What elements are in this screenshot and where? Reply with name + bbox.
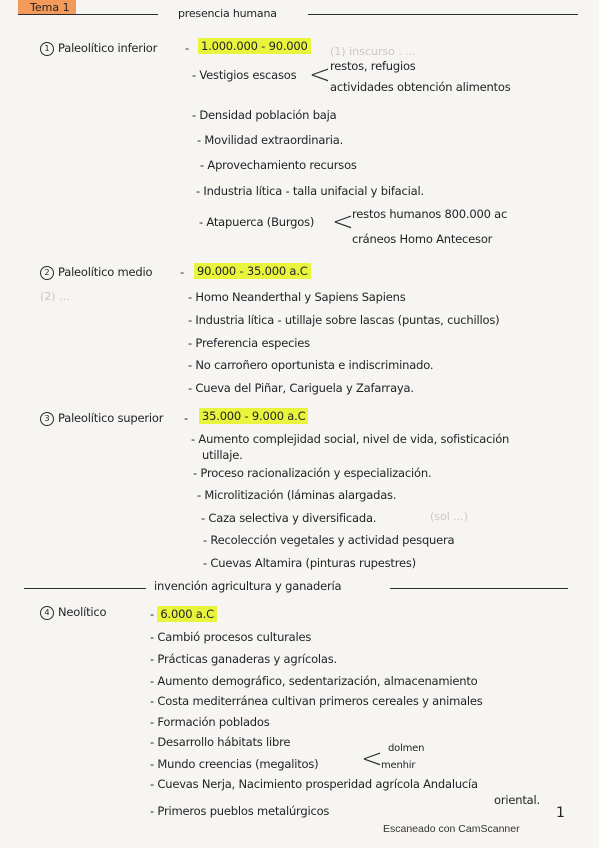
list-item: utillaje. xyxy=(202,448,243,462)
list-item: - No carroñero oportunista e indiscriminado. xyxy=(188,358,434,372)
page-number: 1 xyxy=(556,805,565,821)
brace-text: menhir xyxy=(381,760,416,771)
bleed-through-text: (sol ...) xyxy=(430,510,469,523)
list-item: - Cambió procesos culturales xyxy=(150,630,312,644)
list-item: - Proceso racionalización y especialización. xyxy=(193,466,432,480)
topic-tab xyxy=(18,0,76,15)
brace-text: dolmen xyxy=(388,743,425,754)
brace-text: restos, refugios xyxy=(330,59,416,73)
section-number-4: 4 xyxy=(40,606,54,620)
list-item: - Homo Neanderthal y Sapiens Sapiens xyxy=(188,290,406,304)
list-item: oriental. xyxy=(494,793,540,807)
bleed-through-text: (1) inscurso . ... xyxy=(330,45,416,58)
section-heading: Paleolítico superior xyxy=(58,411,164,425)
section-date: 1.000.000 - 90.000 xyxy=(198,41,311,53)
list-item: - Mundo creencias (megalitos) xyxy=(150,757,319,771)
list-item: - Cuevas Altamira (pinturas rupestres) xyxy=(203,556,416,570)
header-rule xyxy=(76,14,158,15)
dash: - xyxy=(180,265,184,279)
brace-text: actividades obtención alimentos xyxy=(330,80,511,94)
dash: - xyxy=(184,411,188,425)
list-item: - Aumento demográfico, sedentarización, almacenamiento xyxy=(150,674,478,688)
header-rule xyxy=(308,14,578,15)
list-item: - Cueva del Piñar, Cariguela y Zafarraya. xyxy=(188,381,414,395)
list-item: - Aumento complejidad social, nivel de vida, sofisticación xyxy=(191,432,510,446)
list-item: - Microlitización (láminas alargadas. xyxy=(197,488,397,502)
section-number-2: 2 xyxy=(40,266,54,280)
header-title: presencia humana xyxy=(178,7,277,20)
brace: < xyxy=(361,744,383,774)
section-heading: Paleolítico inferior xyxy=(58,41,158,55)
list-item: - Formación poblados xyxy=(150,715,270,729)
brace-text: cráneos Homo Antecesor xyxy=(352,232,493,246)
bleed-through-text: (2) ... xyxy=(40,290,70,303)
list-item: - Prácticas ganaderas y agrícolas. xyxy=(150,652,338,666)
section-date: 90.000 - 35.000 a.C xyxy=(194,266,311,278)
section-heading: Neolítico xyxy=(58,605,107,619)
list-item: - Industria lítica - talla unifacial y bifacial. xyxy=(196,184,424,198)
section-number-3: 3 xyxy=(40,412,54,426)
list-item: - Cuevas Nerja, Nacimiento prosperidad agrícola Andalucía xyxy=(150,777,478,791)
section-date: - 6.000 a.C xyxy=(150,609,217,621)
brace: < xyxy=(309,60,331,90)
list-item: - Industria lítica - utillaje sobre lascas (puntas, cuchillos) xyxy=(188,313,500,327)
brace: < xyxy=(332,207,354,237)
topic-tab-label: Tema 1 xyxy=(30,1,70,14)
list-item: - Vestigios escasos xyxy=(192,68,297,82)
list-item: - Costa mediterránea cultivan primeros cereales y animales xyxy=(150,694,483,708)
dash: - xyxy=(185,41,189,55)
section-heading: Paleolítico medio xyxy=(58,265,153,279)
scanner-watermark: Escaneado con CamScanner xyxy=(383,823,520,835)
list-item: - Recolección vegetales y actividad pesquera xyxy=(203,533,455,547)
list-item: - Preferencia especies xyxy=(188,336,310,350)
list-item: - Atapuerca (Burgos) xyxy=(199,215,315,229)
list-item: - Aprovechamiento recursos xyxy=(200,158,357,172)
section-divider-title: invención agricultura y ganadería xyxy=(154,579,342,593)
section-date: 35.000 - 9.000 a.C xyxy=(199,411,308,423)
list-item: - Densidad población baja xyxy=(192,108,337,122)
brace-text: restos humanos 800.000 ac xyxy=(352,207,508,221)
list-item: - Caza selectiva y diversificada. xyxy=(201,511,377,525)
section-divider-rule xyxy=(24,588,146,589)
section-number-1: 1 xyxy=(40,42,54,56)
list-item: - Desarrollo hábitats libre xyxy=(150,735,291,749)
section-divider-rule xyxy=(390,588,568,589)
list-item: - Primeros pueblos metalúrgicos xyxy=(150,804,330,818)
list-item: - Movilidad extraordinaria. xyxy=(197,133,344,147)
